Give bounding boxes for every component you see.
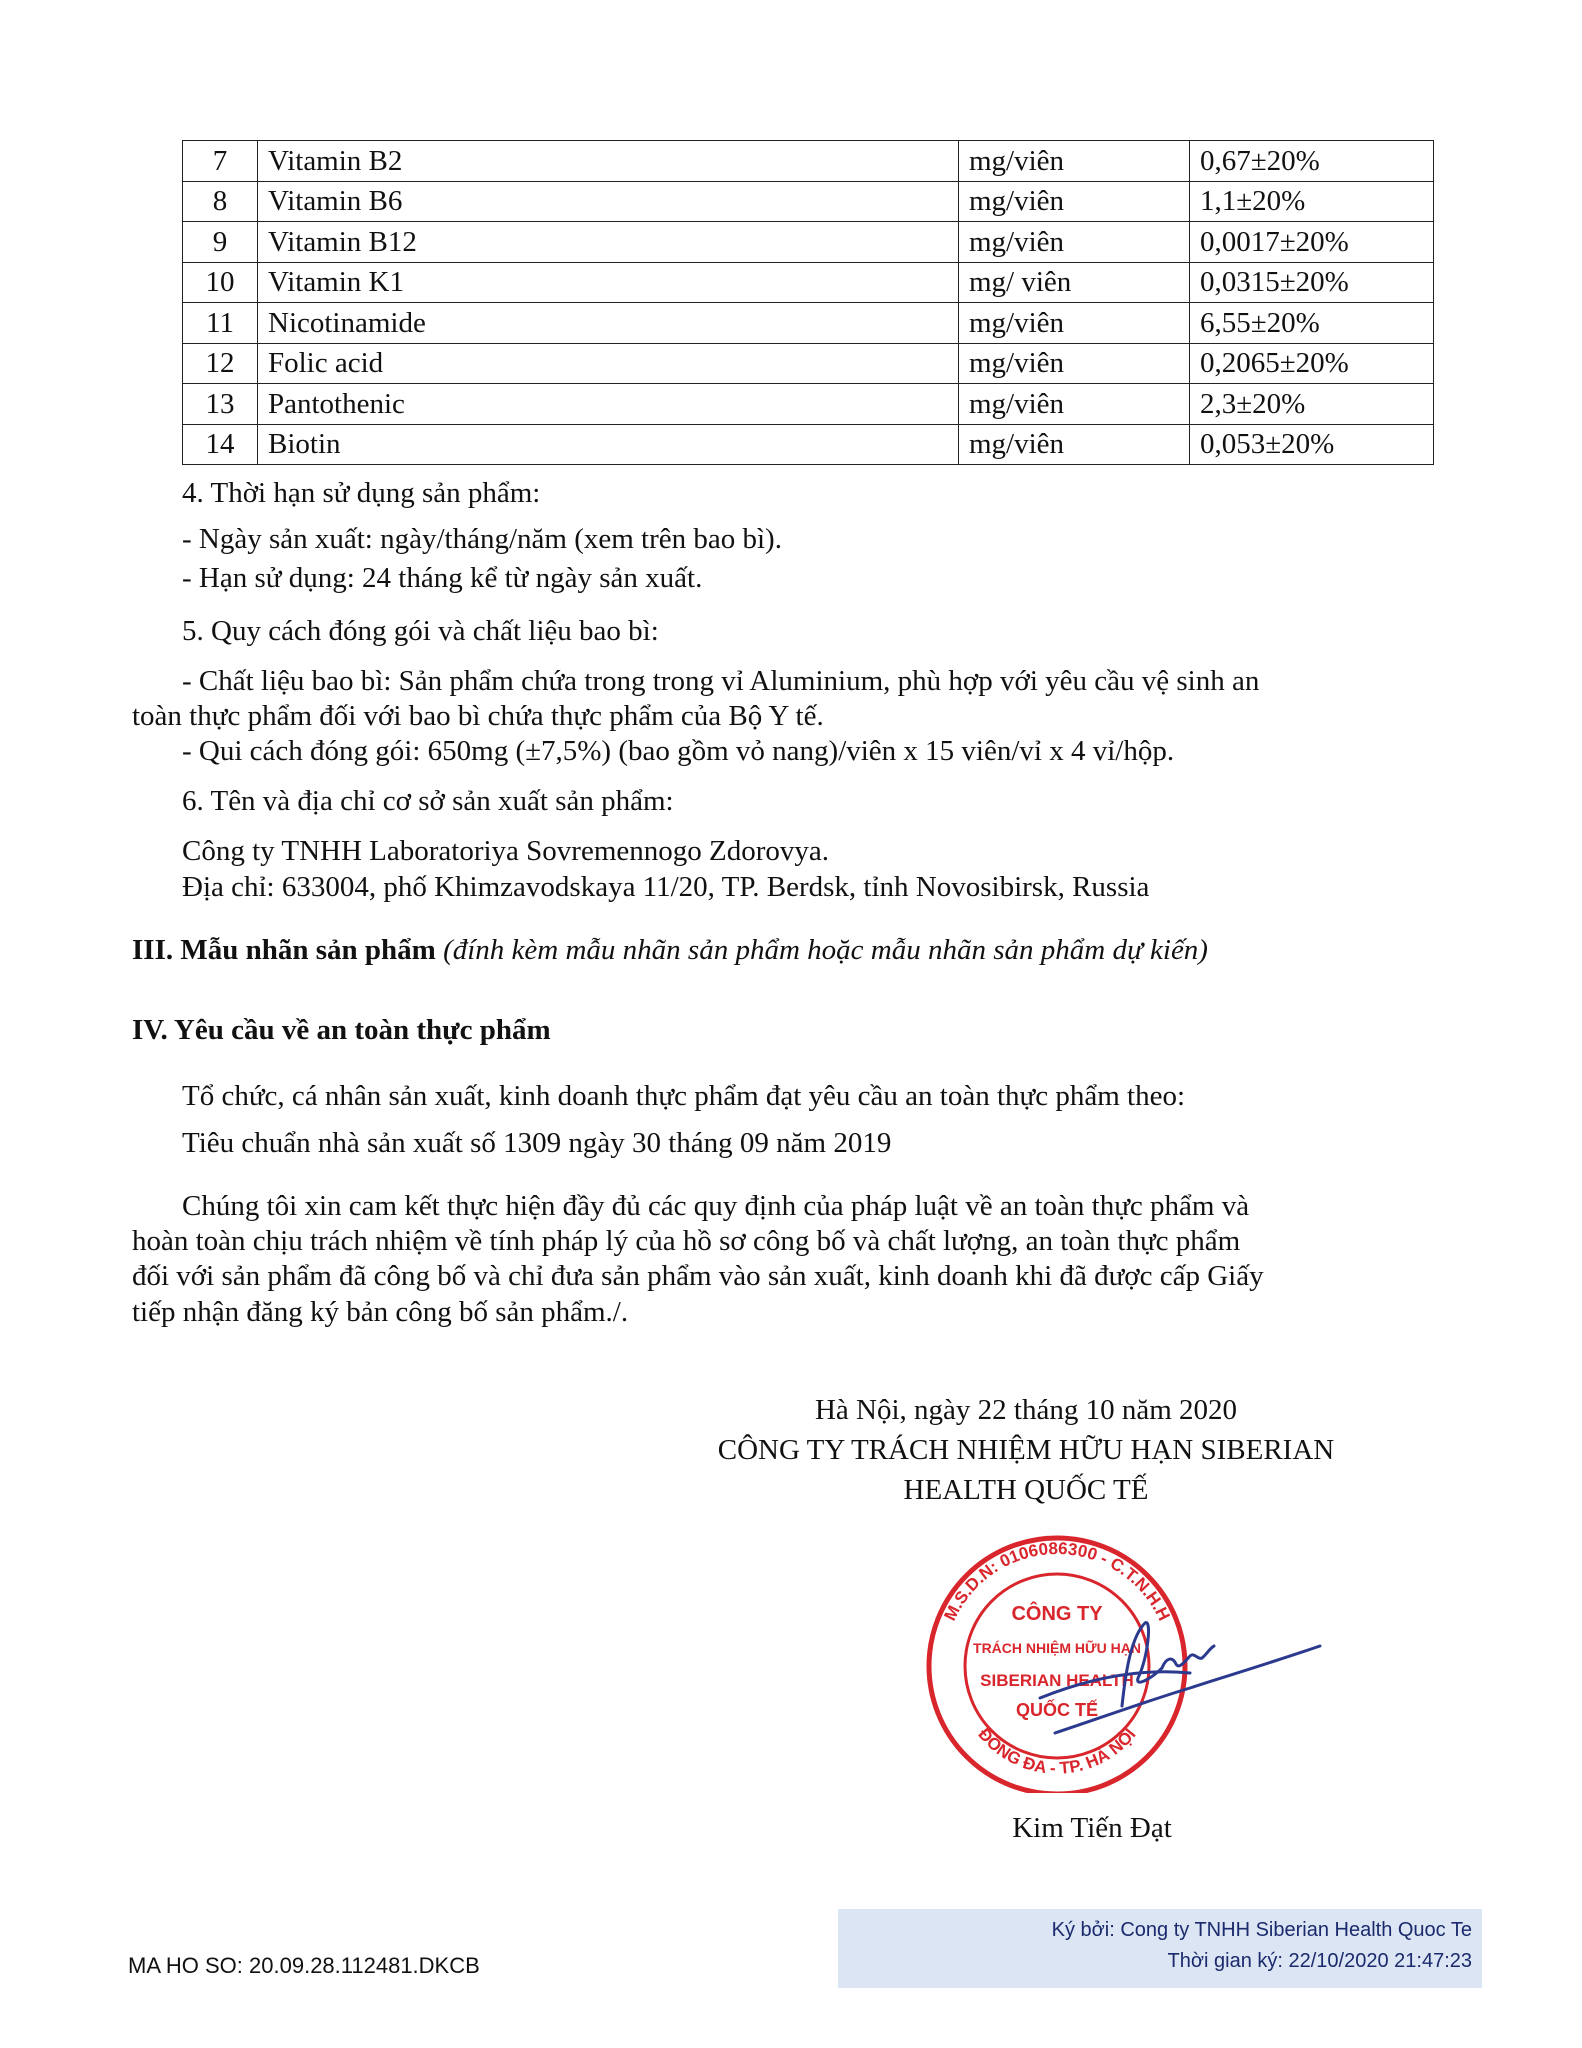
unit: mg/ viên — [959, 262, 1190, 303]
row-number: 9 — [183, 222, 258, 263]
expiry-line: - Hạn sử dụng: 24 tháng kể từ ngày sản xuất. — [182, 562, 703, 594]
amount-value: 0,053±20% — [1190, 424, 1434, 465]
row-number: 10 — [183, 262, 258, 303]
safety-requirement-line: Tổ chức, cá nhân sản xuất, kinh doanh thực phẩm đạt yêu cầu an toàn thực phẩm theo: — [182, 1080, 1186, 1112]
packaging-spec-line: - Qui cách đóng gói: 650mg (±7,5%) (bao gồm vỏ nang)/viên x 15 viên/vỉ x 4 vỉ/hộp. — [182, 735, 1175, 767]
amount-value: 0,0315±20% — [1190, 262, 1434, 303]
table-row — [183, 424, 1434, 465]
signature-block — [676, 1390, 1376, 1510]
section-4-heading: 4. Thời hạn sử dụng sản phẩm: — [182, 477, 541, 509]
table-row — [183, 222, 1434, 263]
amount-value: 2,3±20% — [1190, 384, 1434, 425]
amount-value: 6,55±20% — [1190, 303, 1434, 344]
company-name-line-1: CÔNG TY TRÁCH NHIỆM HỮU HẠN SIBERIAN — [717, 1434, 1335, 1466]
row-number: 8 — [183, 181, 258, 222]
section-iii-heading: III. Mẫu nhãn sản phẩm — [132, 934, 436, 966]
amount-value: 0,2065±20% — [1190, 343, 1434, 384]
commitment-line-3: đối với sản phẩm đã công bố và chỉ đưa sản phẩm vào sản xuất, kinh doanh khi đã được cấp Giấy — [132, 1260, 1264, 1292]
table-row — [183, 303, 1434, 344]
nutrient-name: Vitamin B2 — [258, 141, 959, 182]
unit: mg/viên — [959, 343, 1190, 384]
stamp-center-2: TRÁCH NHIỆM HỮU HẠN — [973, 1640, 1141, 1656]
production-date-line: - Ngày sản xuất: ngày/tháng/năm (xem trên bao bì). — [182, 523, 782, 555]
amount-value: 0,67±20% — [1190, 141, 1434, 182]
table-row — [183, 262, 1434, 303]
nutrient-table — [182, 140, 1434, 465]
nutrient-name: Vitamin B6 — [258, 181, 959, 222]
table-row — [183, 181, 1434, 222]
nutrient-name: Pantothenic — [258, 384, 959, 425]
row-number: 7 — [183, 141, 258, 182]
nutrient-name: Biotin — [258, 424, 959, 465]
table-row — [183, 384, 1434, 425]
manufacturer-address: Địa chỉ: 633004, phố Khimzavodskaya 11/20, TP. Berdsk, tỉnh Novosibirsk, Russia — [182, 871, 1150, 903]
unit: mg/viên — [959, 384, 1190, 425]
row-number: 13 — [183, 384, 258, 425]
nutrient-name: Nicotinamide — [258, 303, 959, 344]
section-6-heading: 6. Tên và địa chỉ cơ sở sản xuất sản phẩm: — [182, 785, 674, 817]
section-iv-heading: IV. Yêu cầu về an toàn thực phẩm — [132, 1014, 551, 1046]
section-iii — [132, 933, 1208, 967]
commitment-line-2: hoàn toàn chịu trách nhiệm về tính pháp lý của hồ sơ công bố và chất lượng, an toàn thực phẩm — [132, 1225, 1241, 1257]
nutrient-name: Vitamin K1 — [258, 262, 959, 303]
file-code: MA HO SO: 20.09.28.112481.DKCB — [128, 1953, 480, 1978]
amount-value: 1,1±20% — [1190, 181, 1434, 222]
e-signature-box — [838, 1909, 1482, 1988]
stamp-ring-text: M.S.D.N: 0106086300 - C.T.N.H.H — [940, 1538, 1174, 1624]
table-row — [183, 343, 1434, 384]
unit: mg/viên — [959, 181, 1190, 222]
stamp-bottom-text: ĐỐNG ĐA - TP. HÀ NỘI — [974, 1724, 1140, 1778]
section-5-heading: 5. Quy cách đóng gói và chất liệu bao bì: — [182, 615, 659, 647]
signer-name: Kim Tiến Đạt — [1012, 1812, 1172, 1844]
section-iii-note: (đính kèm mẫu nhãn sản phẩm hoặc mẫu nhãn sản phẩm dự kiến) — [443, 934, 1208, 966]
packaging-material-line-cont: toàn thực phẩm đối với bao bì chứa thực phẩm của Bộ Y tế. — [132, 700, 824, 732]
unit: mg/viên — [959, 303, 1190, 344]
commitment-line-1: Chúng tôi xin cam kết thực hiện đầy đủ các quy định của pháp luật về an toàn thực phẩm và — [182, 1190, 1250, 1222]
company-stamp — [890, 1528, 1340, 1793]
e-signature-signed-by: Ký bởi: Cong ty TNHH Siberian Health Quoc Te — [1051, 1919, 1472, 1941]
packaging-material-line: - Chất liệu bao bì: Sản phẩm chứa trong trong vỉ Aluminium, phù hợp với yêu cầu vệ sinh an — [182, 665, 1260, 697]
stamp-center-1: CÔNG TY — [1011, 1603, 1103, 1625]
row-number: 11 — [183, 303, 258, 344]
place-date: Hà Nội, ngày 22 tháng 10 năm 2020 — [814, 1394, 1238, 1426]
manufacturer-name: Công ty TNHH Laboratoriya Sovremennogo Zdorovya. — [182, 835, 830, 867]
commitment-line-4: tiếp nhận đăng ký bản công bố sản phẩm./. — [132, 1296, 629, 1328]
stamp-center-3: SIBERIAN HEALTH — [980, 1671, 1134, 1690]
amount-value: 0,0017±20% — [1190, 222, 1434, 263]
unit: mg/viên — [959, 141, 1190, 182]
stamp-center-4: QUỐC TẾ — [1015, 1700, 1099, 1720]
nutrient-table-body — [183, 141, 1434, 465]
unit: mg/viên — [959, 222, 1190, 263]
nutrient-name: Vitamin B12 — [258, 222, 959, 263]
row-number: 14 — [183, 424, 258, 465]
row-number: 12 — [183, 343, 258, 384]
nutrient-name: Folic acid — [258, 343, 959, 384]
e-signature-time: Thời gian ký: 22/10/2020 21:47:23 — [1167, 1950, 1472, 1972]
company-name-line-2: HEALTH QUỐC TẾ — [903, 1474, 1149, 1506]
standard-reference-line: Tiêu chuẩn nhà sản xuất số 1309 ngày 30 tháng 09 năm 2019 — [182, 1127, 892, 1159]
unit: mg/viên — [959, 424, 1190, 465]
table-row — [183, 141, 1434, 182]
